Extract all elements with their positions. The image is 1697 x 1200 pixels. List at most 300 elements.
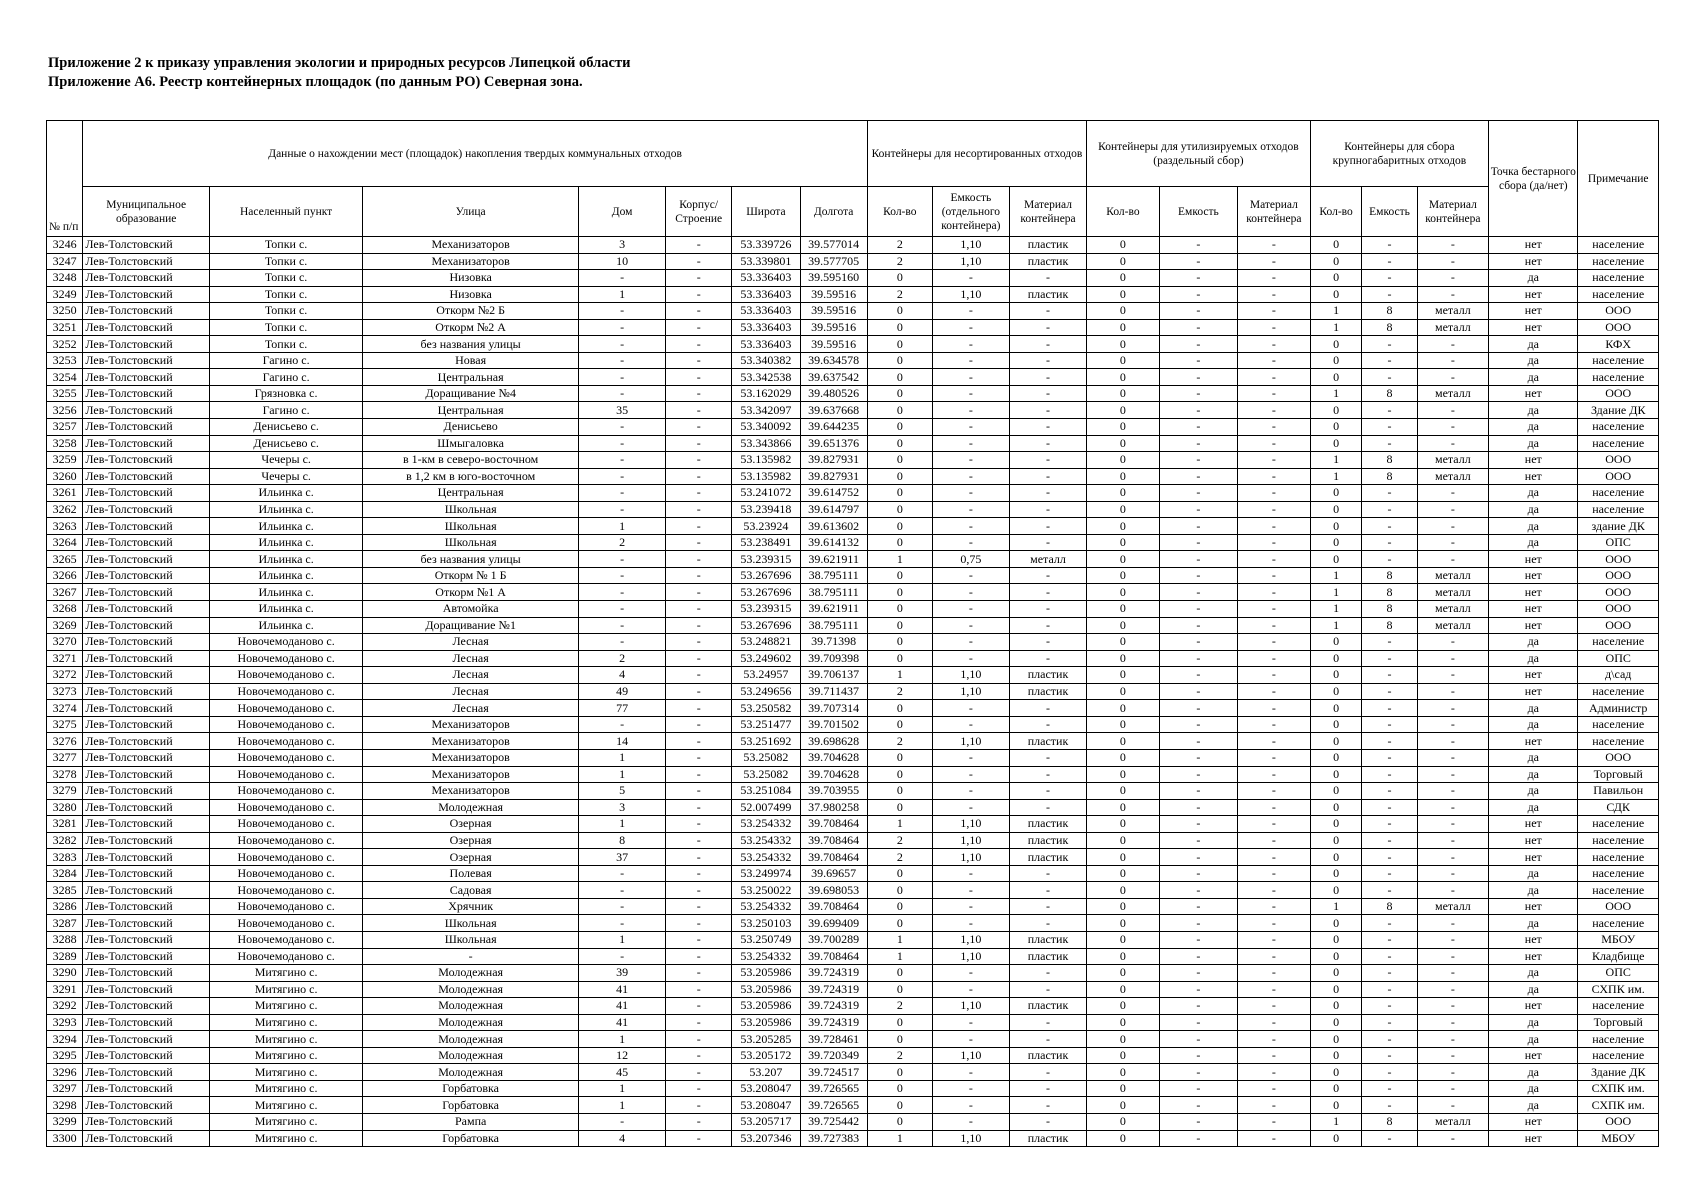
table-cell: -	[1159, 832, 1237, 849]
table-cell: -	[1362, 998, 1417, 1015]
table-row	[47, 832, 1659, 849]
table-cell: -	[1362, 435, 1417, 452]
table-cell: -	[1238, 667, 1311, 684]
table-cell: 39.708464	[800, 832, 867, 849]
table-cell: 0	[1087, 452, 1160, 469]
table-cell: 53.205986	[732, 981, 800, 998]
table-cell: Лев-Толстовский	[83, 849, 210, 866]
table-cell: Ильинка с.	[210, 551, 363, 568]
table-cell: 0	[1087, 832, 1160, 849]
table-cell: 0,75	[932, 551, 1009, 568]
table-cell: да	[1489, 534, 1578, 551]
table-cell: 0	[1087, 733, 1160, 750]
table-cell: 0	[1310, 518, 1362, 535]
table-cell: -	[1417, 634, 1489, 651]
table-cell: 3263	[47, 518, 83, 535]
table-cell: нет	[1489, 452, 1578, 469]
table-cell: население	[1578, 998, 1659, 1015]
table-cell: 1	[1310, 303, 1362, 320]
subheader-cell: Корпус/ Строение	[666, 187, 732, 237]
table-cell: -	[1417, 1014, 1489, 1031]
table-cell: 0	[1087, 601, 1160, 618]
table-cell: 0	[1087, 898, 1160, 915]
table-cell: 0	[867, 981, 932, 998]
subheader-cell: Улица	[363, 187, 579, 237]
table-cell: Молодежная	[363, 965, 579, 982]
table-cell: 3256	[47, 402, 83, 419]
table-cell: Лев-Толстовский	[83, 981, 210, 998]
table-cell: -	[1417, 435, 1489, 452]
table-cell: 0	[1310, 716, 1362, 733]
table-cell: Топки с.	[210, 237, 363, 254]
table-cell: -	[1362, 551, 1417, 568]
table-cell: нет	[1489, 948, 1578, 965]
table-cell: 53.207	[732, 1064, 800, 1081]
table-cell: металл	[1417, 468, 1489, 485]
table-cell: 39.69657	[800, 865, 867, 882]
table-row	[47, 981, 1659, 998]
table-row	[47, 965, 1659, 982]
table-cell: Ильинка с.	[210, 485, 363, 502]
table-cell: 53.24957	[732, 667, 800, 684]
subheader-cell: Долгота	[800, 187, 867, 237]
table-cell: -	[1159, 766, 1237, 783]
table-cell: 53.254332	[732, 849, 800, 866]
table-cell: Торговый	[1578, 1014, 1659, 1031]
table-cell: -	[1417, 253, 1489, 270]
table-cell: Ильинка с.	[210, 584, 363, 601]
table-cell: 3289	[47, 948, 83, 965]
table-cell: -	[932, 1064, 1009, 1081]
table-cell: Митягино с.	[210, 1113, 363, 1130]
table-cell: 0	[867, 336, 932, 353]
table-cell: -	[1009, 501, 1086, 518]
table-cell: 3267	[47, 584, 83, 601]
table-cell: 0	[1087, 1014, 1160, 1031]
table-cell: 0	[867, 485, 932, 502]
table-cell: -	[1417, 1047, 1489, 1064]
table-cell: 39.71398	[800, 634, 867, 651]
table-cell: 53.205717	[732, 1113, 800, 1130]
table-cell: 0	[1087, 1080, 1160, 1097]
table-cell: -	[579, 485, 666, 502]
table-cell: Лев-Толстовский	[83, 865, 210, 882]
table-cell: 0	[1087, 766, 1160, 783]
table-cell: Митягино с.	[210, 1047, 363, 1064]
table-cell: -	[932, 749, 1009, 766]
table-cell: Откорм №2 Б	[363, 303, 579, 320]
table-cell: 39.708464	[800, 898, 867, 915]
table-cell: Лев-Толстовский	[83, 1064, 210, 1081]
table-cell: -	[666, 799, 732, 816]
table-cell: 39.699409	[800, 915, 867, 932]
table-cell: -	[666, 468, 732, 485]
table-cell: 41	[579, 1014, 666, 1031]
table-cell: -	[932, 1014, 1009, 1031]
table-cell: 8	[1362, 303, 1417, 320]
table-cell: -	[1159, 369, 1237, 386]
table-cell: -	[1009, 452, 1086, 469]
table-cell: 41	[579, 981, 666, 998]
table-cell: -	[666, 667, 732, 684]
table-cell: -	[1159, 1031, 1237, 1048]
table-cell: -	[1238, 799, 1311, 816]
table-cell: 53.254332	[732, 832, 800, 849]
table-row	[47, 849, 1659, 866]
table-cell: 1	[1310, 1113, 1362, 1130]
table-cell: -	[579, 567, 666, 584]
table-cell: -	[1362, 766, 1417, 783]
table-cell: -	[1159, 1113, 1237, 1130]
table-cell: Митягино с.	[210, 998, 363, 1015]
table-cell: -	[932, 369, 1009, 386]
table-cell: Павильон	[1578, 783, 1659, 800]
table-cell: 3269	[47, 617, 83, 634]
table-cell: Митягино с.	[210, 1097, 363, 1114]
table-cell: 53.241072	[732, 485, 800, 502]
table-cell: да	[1489, 1097, 1578, 1114]
table-cell: 8	[1362, 1113, 1417, 1130]
table-cell: 3299	[47, 1113, 83, 1130]
table-cell: 3259	[47, 452, 83, 469]
recyclable-group-header: Контейнеры для утилизируемых отходов (раздельный сбор)	[1087, 121, 1311, 187]
table-cell: -	[579, 385, 666, 402]
table-cell: ОПС	[1578, 965, 1659, 982]
table-cell: 39.634578	[800, 352, 867, 369]
table-cell: ООО	[1578, 584, 1659, 601]
table-cell: нет	[1489, 319, 1578, 336]
table-cell: 38.795111	[800, 567, 867, 584]
table-cell: -	[579, 915, 666, 932]
table-cell: -	[1159, 468, 1237, 485]
table-cell: 53.205986	[732, 1014, 800, 1031]
table-cell: Новочемоданово с.	[210, 634, 363, 651]
table-cell: -	[1009, 419, 1086, 436]
table-cell: -	[666, 601, 732, 618]
table-cell: 0	[1087, 667, 1160, 684]
table-cell: -	[666, 369, 732, 386]
table-cell: 0	[1087, 402, 1160, 419]
table-cell: 0	[1310, 419, 1362, 436]
table-cell: -	[1362, 419, 1417, 436]
table-cell: -	[1009, 1097, 1086, 1114]
table-cell: Механизаторов	[363, 237, 579, 254]
table-cell: -	[1362, 237, 1417, 254]
table-row	[47, 882, 1659, 899]
table-cell: металл	[1417, 303, 1489, 320]
table-cell: -	[666, 948, 732, 965]
table-cell: Озерная	[363, 849, 579, 866]
table-cell: -	[1417, 485, 1489, 502]
table-cell: 39.700289	[800, 931, 867, 948]
table-cell: 4	[579, 667, 666, 684]
table-cell: 53.207346	[732, 1130, 800, 1147]
table-row	[47, 584, 1659, 601]
table-cell: -	[1417, 700, 1489, 717]
table-cell: да	[1489, 882, 1578, 899]
table-cell: -	[1417, 749, 1489, 766]
subheader-cell: Кол-во	[1310, 187, 1362, 237]
table-cell: -	[666, 882, 732, 899]
table-cell: 0	[867, 601, 932, 618]
table-cell: да	[1489, 965, 1578, 982]
table-cell: -	[932, 336, 1009, 353]
table-cell: 53.23924	[732, 518, 800, 535]
table-cell: -	[666, 435, 732, 452]
table-row	[47, 1064, 1659, 1081]
table-cell: -	[1009, 898, 1086, 915]
subheader-cell: Кол-во	[1087, 187, 1160, 237]
table-cell: 3288	[47, 931, 83, 948]
table-cell: -	[932, 419, 1009, 436]
table-cell: 0	[1310, 865, 1362, 882]
table-cell: -	[1159, 816, 1237, 833]
table-cell: Лев-Толстовский	[83, 369, 210, 386]
table-cell: -	[579, 716, 666, 733]
table-cell: -	[666, 915, 732, 932]
table-cell: население	[1578, 849, 1659, 866]
table-cell: Лев-Толстовский	[83, 567, 210, 584]
table-cell: Лев-Толстовский	[83, 534, 210, 551]
table-cell: 0	[867, 965, 932, 982]
table-row	[47, 551, 1659, 568]
table-cell: 53.248821	[732, 634, 800, 651]
table-cell: -	[1009, 352, 1086, 369]
table-cell: -	[1362, 882, 1417, 899]
table-cell: 53.250103	[732, 915, 800, 932]
table-body	[47, 237, 1659, 1147]
table-cell: Лев-Толстовский	[83, 617, 210, 634]
table-cell: Ильинка с.	[210, 501, 363, 518]
table-cell: пластик	[1009, 733, 1086, 750]
table-cell: 39.706137	[800, 667, 867, 684]
table-cell: 0	[1087, 485, 1160, 502]
table-cell: -	[579, 270, 666, 287]
table-cell: -	[666, 385, 732, 402]
table-cell: Митягино с.	[210, 981, 363, 998]
table-cell: Лев-Толстовский	[83, 1047, 210, 1064]
table-cell: 53.267696	[732, 567, 800, 584]
table-cell: -	[1238, 1130, 1311, 1147]
table-cell: 1,10	[932, 1047, 1009, 1064]
table-cell: да	[1489, 336, 1578, 353]
table-cell: -	[1238, 783, 1311, 800]
table-cell: -	[579, 435, 666, 452]
table-cell: -	[1362, 336, 1417, 353]
table-cell: 1,10	[932, 733, 1009, 750]
table-cell: -	[1159, 1047, 1237, 1064]
table-cell: население	[1578, 816, 1659, 833]
document-header	[48, 54, 630, 92]
table-cell: да	[1489, 700, 1578, 717]
table-cell: -	[1009, 965, 1086, 982]
table-cell: 0	[1310, 667, 1362, 684]
table-cell: 0	[1087, 948, 1160, 965]
table-cell: 1	[579, 816, 666, 833]
table-cell: -	[932, 270, 1009, 287]
table-cell: Лев-Толстовский	[83, 237, 210, 254]
table-cell: -	[1238, 584, 1311, 601]
table-cell: Лев-Толстовский	[83, 419, 210, 436]
subheader-cell: Дом	[579, 187, 666, 237]
unsorted-group-header: Контейнеры для несортированных отходов	[867, 121, 1086, 187]
table-cell: 0	[1310, 286, 1362, 303]
table-cell: -	[1238, 1113, 1311, 1130]
table-cell: -	[1417, 998, 1489, 1015]
table-cell: Лев-Толстовский	[83, 1130, 210, 1147]
table-cell: Лев-Толстовский	[83, 816, 210, 833]
table-cell: 1	[579, 1080, 666, 1097]
table-cell: -	[1238, 485, 1311, 502]
table-row	[47, 1113, 1659, 1130]
table-cell: 0	[867, 303, 932, 320]
table-cell: -	[1238, 716, 1311, 733]
table-cell: 53.342097	[732, 402, 800, 419]
table-cell: 3293	[47, 1014, 83, 1031]
table-cell: 0	[867, 700, 932, 717]
subheader-cell: Кол-во	[867, 187, 932, 237]
table-cell: 38.795111	[800, 584, 867, 601]
table-cell: Митягино с.	[210, 1014, 363, 1031]
table-cell: Лев-Толстовский	[83, 882, 210, 899]
table-cell: 0	[1087, 1113, 1160, 1130]
table-cell: Денисьево с.	[210, 435, 363, 452]
table-cell: Лев-Толстовский	[83, 716, 210, 733]
table-cell: 1	[1310, 468, 1362, 485]
table-cell: 39.59516	[800, 336, 867, 353]
table-cell: да	[1489, 783, 1578, 800]
table-cell: 53.340092	[732, 419, 800, 436]
table-cell: -	[1159, 965, 1237, 982]
table-cell: -	[666, 501, 732, 518]
table-cell: Ильинка с.	[210, 534, 363, 551]
table-cell: -	[1159, 303, 1237, 320]
table-cell: -	[1362, 650, 1417, 667]
table-row	[47, 700, 1659, 717]
table-cell: 0	[1310, 634, 1362, 651]
table-cell: -	[666, 981, 732, 998]
table-cell: металл	[1417, 584, 1489, 601]
table-cell: 39.614752	[800, 485, 867, 502]
table-cell: Новая	[363, 352, 579, 369]
table-cell: 53.208047	[732, 1080, 800, 1097]
table-cell: 0	[1310, 1064, 1362, 1081]
table-cell: -	[1159, 634, 1237, 651]
table-cell: -	[1238, 1031, 1311, 1048]
table-cell: Кладбище	[1578, 948, 1659, 965]
table-cell: -	[932, 1080, 1009, 1097]
table-cell: нет	[1489, 931, 1578, 948]
table-cell: -	[666, 634, 732, 651]
subheader-cell: Емкость	[1159, 187, 1237, 237]
table-cell: Новочемоданово с.	[210, 931, 363, 948]
table-cell: Механизаторов	[363, 733, 579, 750]
table-cell: Механизаторов	[363, 716, 579, 733]
table-cell: -	[666, 1080, 732, 1097]
table-cell: -	[1159, 898, 1237, 915]
table-cell: Новочемоданово с.	[210, 898, 363, 915]
table-cell: -	[1238, 534, 1311, 551]
table-cell: -	[666, 683, 732, 700]
table-cell: 53.343866	[732, 435, 800, 452]
table-cell: -	[1417, 352, 1489, 369]
table-cell: 0	[867, 716, 932, 733]
table-cell: Механизаторов	[363, 783, 579, 800]
table-cell: Новочемоданово с.	[210, 650, 363, 667]
table-cell: 3	[579, 799, 666, 816]
table-cell: 39.727383	[800, 1130, 867, 1147]
table-cell: 2	[867, 832, 932, 849]
table-cell: -	[579, 336, 666, 353]
table-row	[47, 683, 1659, 700]
table-cell: 39.726565	[800, 1080, 867, 1097]
table-cell: 0	[1087, 1130, 1160, 1147]
table-cell: -	[1362, 733, 1417, 750]
table-cell: Лев-Толстовский	[83, 965, 210, 982]
table-cell: 39.827931	[800, 452, 867, 469]
table-cell: 53.25082	[732, 749, 800, 766]
table-cell: -	[1362, 485, 1417, 502]
table-cell: -	[932, 700, 1009, 717]
subheader-cell: Емкость	[1362, 187, 1417, 237]
table-cell: -	[932, 485, 1009, 502]
subheader-cell: Емкость (отдельного контейнера)	[932, 187, 1009, 237]
table-cell: -	[1238, 650, 1311, 667]
table-cell: 53.135982	[732, 468, 800, 485]
table-cell: -	[1238, 733, 1311, 750]
table-row	[47, 1130, 1659, 1147]
table-cell: пластик	[1009, 1047, 1086, 1064]
table-cell: -	[1009, 435, 1086, 452]
table-cell: Лесная	[363, 667, 579, 684]
table-cell: Лев-Толстовский	[83, 584, 210, 601]
table-cell: -	[1159, 915, 1237, 932]
table-cell: ООО	[1578, 303, 1659, 320]
table-cell: -	[1238, 402, 1311, 419]
table-cell: -	[1238, 882, 1311, 899]
table-cell: Хрячник	[363, 898, 579, 915]
table-cell: 3295	[47, 1047, 83, 1064]
table-cell: население	[1578, 485, 1659, 502]
table-cell: Озерная	[363, 832, 579, 849]
table-cell: пластик	[1009, 286, 1086, 303]
table-cell: -	[1362, 783, 1417, 800]
table-cell: 39.724319	[800, 998, 867, 1015]
table-cell: -	[1362, 1014, 1417, 1031]
table-cell: 0	[867, 865, 932, 882]
table-cell: 3287	[47, 915, 83, 932]
table-cell: -	[1362, 253, 1417, 270]
table-cell: -	[1238, 1097, 1311, 1114]
table-cell: Школьная	[363, 931, 579, 948]
table-cell: да	[1489, 981, 1578, 998]
table-cell: -	[1159, 882, 1237, 899]
table-cell: -	[1159, 485, 1237, 502]
table-cell: 0	[1310, 501, 1362, 518]
subheader-cell: Муниципальное образование	[83, 187, 210, 237]
table-cell: -	[932, 650, 1009, 667]
table-cell: -	[1417, 865, 1489, 882]
table-cell: 0	[867, 452, 932, 469]
table-cell: -	[932, 601, 1009, 618]
table-cell: 0	[1087, 253, 1160, 270]
table-cell: 0	[1087, 749, 1160, 766]
table-cell: 39.698628	[800, 733, 867, 750]
table-cell: 53.249974	[732, 865, 800, 882]
table-cell: 39.728461	[800, 1031, 867, 1048]
table-cell: население	[1578, 634, 1659, 651]
table-cell: население	[1578, 237, 1659, 254]
